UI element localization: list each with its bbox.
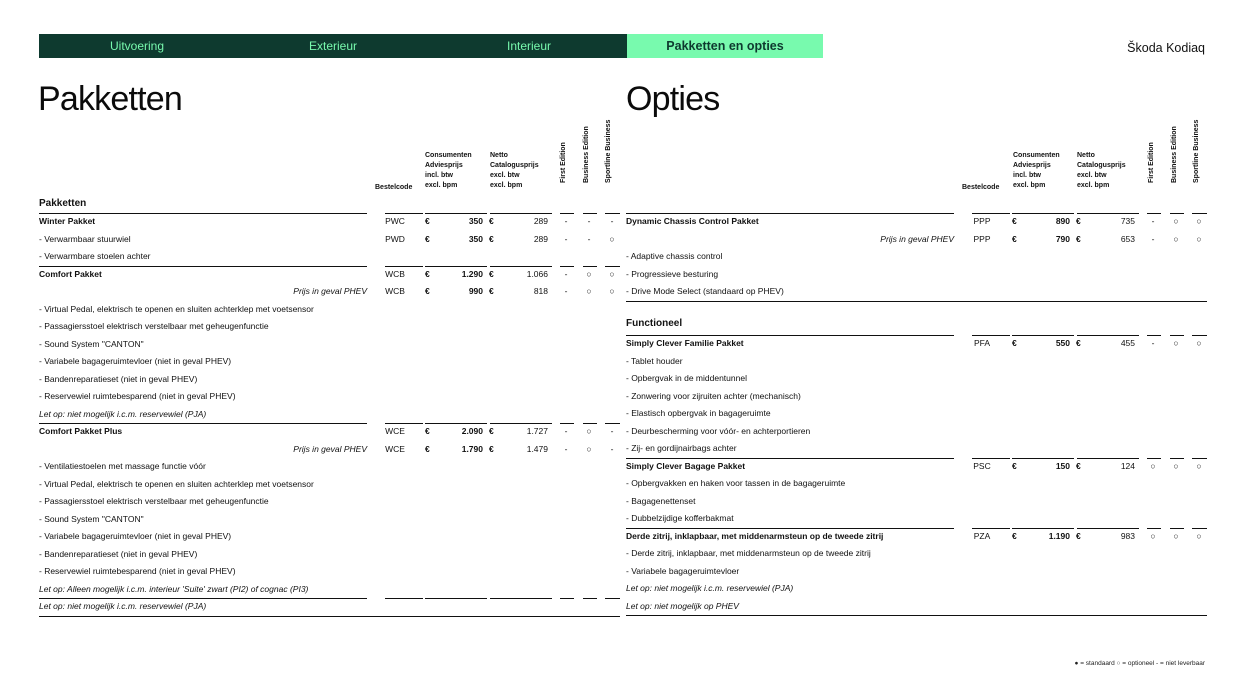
feature-row xyxy=(39,581,620,599)
feature-row xyxy=(626,563,1207,581)
feature-row xyxy=(626,248,1207,266)
tab-exterieur[interactable]: Exterieur xyxy=(308,39,358,53)
net-price: 735 xyxy=(1120,216,1135,226)
header-sportline-business-opties: Sportline Business xyxy=(1193,119,1200,183)
consumer-price: 1.190 xyxy=(1048,530,1070,541)
currency-symbol: € xyxy=(1012,216,1017,226)
order-code: PWC xyxy=(385,216,405,226)
feature-row xyxy=(39,336,620,354)
row-label: - Adaptive chassis control xyxy=(626,251,723,261)
currency-symbol: € xyxy=(1076,216,1081,226)
row-label: - Reservewiel ruimtebesparend (niet in geval PHEV) xyxy=(39,566,236,576)
availability-mark: ○ xyxy=(1196,530,1202,541)
page-title-opties: Opties xyxy=(626,80,720,118)
tab-pakketten-en-opties[interactable]: Pakketten en opties xyxy=(627,34,823,58)
row-label: - Sound System "CANTON" xyxy=(39,513,144,524)
table-end-rule xyxy=(626,301,1207,302)
row-label: Derde zitrij, inklapbaar, met middenarmsteun op de tweede zitrij xyxy=(626,530,884,541)
row-label: Comfort Pakket Plus xyxy=(39,426,123,436)
feature-row xyxy=(39,353,620,371)
feature-row xyxy=(39,458,620,476)
order-code: PZA xyxy=(973,530,991,541)
availability-mark: - xyxy=(564,443,568,454)
feature-row xyxy=(626,580,1207,598)
consumer-price: 890 xyxy=(1055,216,1070,226)
row-label: - Virtual Pedal, elektrisch te openen en sluiten achterklep met voetsensor xyxy=(39,303,314,314)
availability-mark: ○ xyxy=(586,268,592,279)
feature-row xyxy=(626,405,1207,423)
availability-mark: - xyxy=(564,216,568,226)
row-label: - Deurbescherming voor vóór- en achterportieren xyxy=(626,425,811,436)
availability-mark: ○ xyxy=(1173,460,1179,471)
row-label: Winter Pakket xyxy=(39,216,96,226)
currency-symbol: € xyxy=(1076,233,1081,244)
currency-symbol: € xyxy=(489,233,494,244)
feature-row xyxy=(626,510,1207,528)
currency-symbol: € xyxy=(1012,338,1017,348)
feature-row xyxy=(39,493,620,511)
phev-price-note: Prijs in geval PHEV xyxy=(293,443,367,454)
currency-symbol: € xyxy=(1012,460,1017,471)
row-label: - Elastisch opbergvak in bagageruimte xyxy=(626,408,771,418)
feature-row xyxy=(626,493,1207,511)
row-label: - Variabele bagageruimtevloer (niet in geval PHEV) xyxy=(39,356,232,366)
price-row xyxy=(626,213,1207,231)
row-label: - Ventilatiestoelen met massage functie vóór xyxy=(39,461,206,471)
availability-mark: - xyxy=(1151,233,1155,244)
header-consumentenprijs-opties: Consumenten Adviesprijs incl. btw excl. bpm xyxy=(1013,152,1060,189)
consumer-price: 1.290 xyxy=(461,268,483,279)
currency-symbol: € xyxy=(1012,530,1017,541)
row-label: Let op: niet mogelijk i.c.m. reservewiel (PJA) xyxy=(39,408,207,419)
row-label: Let op: Alleen mogelijk i.c.m. interieur 'Suite' zwart (PI2) of cognac (PI3) xyxy=(39,583,309,594)
row-divider xyxy=(425,598,487,599)
feature-row xyxy=(626,475,1207,493)
availability-mark: - xyxy=(610,426,614,436)
header-business-edition: Business Edition xyxy=(583,126,590,183)
row-label: - Bandenreparatieset (niet in geval PHEV) xyxy=(39,373,198,384)
availability-mark: ○ xyxy=(586,443,592,454)
row-label: Comfort Pakket xyxy=(39,268,102,279)
consumer-price: 1.790 xyxy=(461,443,483,454)
availability-mark: ○ xyxy=(1150,460,1156,471)
availability-mark: ○ xyxy=(586,286,592,296)
feature-row xyxy=(626,353,1207,371)
price-row xyxy=(39,231,620,249)
row-label: - Tablet houder xyxy=(626,355,683,366)
availability-mark: - xyxy=(564,286,568,296)
feature-row xyxy=(39,371,620,389)
availability-mark: ○ xyxy=(1173,216,1179,226)
price-row xyxy=(39,283,620,301)
price-row xyxy=(626,458,1207,476)
order-code: WCE xyxy=(385,426,405,436)
order-code: PSC xyxy=(973,460,991,471)
net-price: 983 xyxy=(1120,530,1135,541)
availability-mark: ○ xyxy=(1173,530,1179,541)
price-row xyxy=(39,423,620,441)
row-divider xyxy=(560,598,574,599)
row-label: - Zij- en gordijnairbags achter xyxy=(626,443,737,453)
price-row xyxy=(39,266,620,284)
net-price: 455 xyxy=(1120,338,1135,348)
order-code: PPP xyxy=(973,216,991,226)
availability-mark: ○ xyxy=(1150,530,1156,541)
currency-symbol: € xyxy=(425,286,430,296)
currency-symbol: € xyxy=(425,443,430,454)
order-code: PWD xyxy=(385,233,405,244)
brand-name: Škoda Kodiaq xyxy=(1127,41,1205,55)
currency-symbol: € xyxy=(1012,233,1017,244)
row-label: - Passagiersstoel elektrisch verstelbaar met geheugenfunctie xyxy=(39,321,269,331)
consumer-price: 150 xyxy=(1055,460,1070,471)
row-label: - Opbergvak in de middentunnel xyxy=(626,373,747,383)
net-price: 818 xyxy=(533,286,548,296)
availability-mark: - xyxy=(610,216,614,226)
row-label: - Opbergvakken en haken voor tassen in de bagageruimte xyxy=(626,478,846,488)
net-price: 289 xyxy=(533,233,548,244)
currency-symbol: € xyxy=(425,268,430,279)
price-row xyxy=(39,441,620,459)
feature-row xyxy=(626,545,1207,563)
row-label: Let op: niet mogelijk i.c.m. reservewiel (PJA) xyxy=(39,601,207,611)
row-label: Let op: niet mogelijk op PHEV xyxy=(626,600,739,611)
feature-row xyxy=(39,528,620,546)
availability-mark: - xyxy=(564,233,568,244)
row-label: Dynamic Chassis Control Pakket xyxy=(626,216,759,226)
consumer-price: 990 xyxy=(468,286,483,296)
net-price: 289 xyxy=(533,216,548,226)
currency-symbol: € xyxy=(489,268,494,279)
row-label: - Reservewiel ruimtebesparend (niet in geval PHEV) xyxy=(39,391,236,401)
header-first-edition: First Edition xyxy=(560,142,567,183)
feature-row xyxy=(39,301,620,319)
table-end-rule xyxy=(626,615,1207,616)
availability-mark: ○ xyxy=(586,426,592,436)
order-code: PFA xyxy=(973,338,991,348)
availability-mark: - xyxy=(1151,338,1155,348)
price-row xyxy=(39,213,620,231)
net-price: 1.066 xyxy=(526,268,548,279)
table-end-rule xyxy=(39,616,620,617)
feature-row xyxy=(39,546,620,564)
net-price: 1.479 xyxy=(526,443,548,454)
row-divider xyxy=(605,598,620,599)
row-label: - Bandenreparatieset (niet in geval PHEV) xyxy=(39,548,198,559)
availability-mark: - xyxy=(564,426,568,436)
order-code: WCE xyxy=(385,443,405,454)
tab-uitvoering[interactable]: Uitvoering xyxy=(109,39,165,53)
availability-mark: ○ xyxy=(1196,460,1202,471)
consumer-price: 790 xyxy=(1055,233,1070,244)
row-label: Simply Clever Bagage Pakket xyxy=(626,460,746,471)
availability-mark: ○ xyxy=(1173,233,1179,244)
currency-symbol: € xyxy=(425,216,430,226)
currency-symbol: € xyxy=(1076,460,1081,471)
opties-table-functioneel xyxy=(626,335,1207,616)
feature-row xyxy=(39,563,620,581)
availability-mark: ○ xyxy=(609,268,615,279)
feature-row xyxy=(39,598,620,616)
availability-mark: - xyxy=(610,443,614,454)
row-label: - Dubbelzijdige kofferbakmat xyxy=(626,513,734,523)
section-functioneel: Functioneel xyxy=(626,318,683,329)
availability-mark: - xyxy=(564,268,568,279)
availability-mark: ○ xyxy=(609,286,615,296)
row-label: - Zonwering voor zijruiten achter (mechanisch) xyxy=(626,390,801,401)
currency-symbol: € xyxy=(425,233,430,244)
header-first-edition-opties: First Edition xyxy=(1148,142,1155,183)
feature-row xyxy=(626,388,1207,406)
availability-mark: ○ xyxy=(1173,338,1179,348)
tab-interieur[interactable]: Interieur xyxy=(506,39,552,53)
feature-row xyxy=(39,318,620,336)
availability-mark: - xyxy=(1151,216,1155,226)
feature-row xyxy=(39,406,620,424)
consumer-price: 550 xyxy=(1055,338,1070,348)
header-business-edition-opties: Business Edition xyxy=(1171,126,1178,183)
price-row xyxy=(626,335,1207,353)
currency-symbol: € xyxy=(489,216,494,226)
row-divider xyxy=(385,598,423,599)
header-consumentenprijs: Consumenten Adviesprijs incl. btw excl. bpm xyxy=(425,152,472,189)
row-label: - Variabele bagageruimtevloer xyxy=(626,565,740,576)
row-label: - Variabele bagageruimtevloer (niet in geval PHEV) xyxy=(39,531,232,541)
availability-mark: ○ xyxy=(1196,216,1202,226)
availability-mark: - xyxy=(587,216,591,226)
net-price: 653 xyxy=(1120,233,1135,244)
consumer-price: 2.090 xyxy=(461,426,483,436)
consumer-price: 350 xyxy=(468,233,483,244)
phev-price-note: Prijs in geval PHEV xyxy=(880,233,954,244)
availability-mark: ○ xyxy=(1196,233,1202,244)
net-price: 1.727 xyxy=(526,426,548,436)
feature-row xyxy=(39,476,620,494)
order-code: WCB xyxy=(385,268,405,279)
currency-symbol: € xyxy=(489,426,494,436)
availability-mark: - xyxy=(587,233,591,244)
currency-symbol: € xyxy=(1076,338,1081,348)
header-nettoprijs-opties: Netto Catalogusprijs excl. btw excl. bpm xyxy=(1077,152,1126,189)
row-divider xyxy=(490,598,552,599)
feature-row xyxy=(39,248,620,266)
feature-row xyxy=(626,423,1207,441)
opties-table-dcc xyxy=(626,213,1207,302)
currency-symbol: € xyxy=(489,443,494,454)
feature-row xyxy=(39,511,620,529)
currency-symbol: € xyxy=(1076,530,1081,541)
feature-row xyxy=(626,283,1207,301)
net-price: 124 xyxy=(1120,460,1135,471)
row-label: Let op: niet mogelijk i.c.m. reservewiel (PJA) xyxy=(626,583,794,593)
row-label: Simply Clever Familie Pakket xyxy=(626,338,744,348)
row-label: - Drive Mode Select (standaard op PHEV) xyxy=(626,286,784,296)
legend: ● = standaard ○ = optioneel - = niet leverbaar xyxy=(1074,660,1205,667)
row-label: - Virtual Pedal, elektrisch te openen en sluiten achterklep met voetsensor xyxy=(39,478,314,489)
availability-mark: ○ xyxy=(609,233,615,244)
feature-row xyxy=(626,266,1207,284)
row-label: - Derde zitrij, inklapbaar, met middenarmsteun op de tweede zitrij xyxy=(626,548,871,558)
row-divider xyxy=(583,598,597,599)
row-label: - Sound System "CANTON" xyxy=(39,338,144,349)
page-title-pakketten: Pakketten xyxy=(38,80,183,118)
tab-bar xyxy=(39,34,823,58)
header-sportline-business: Sportline Business xyxy=(605,119,612,183)
row-label: - Verwarmbare stoelen achter xyxy=(39,251,151,261)
row-label: - Progressieve besturing xyxy=(626,268,719,279)
header-nettoprijs: Netto Catalogusprijs excl. btw excl. bpm xyxy=(490,152,539,189)
header-bestelcode-opties: Bestelcode xyxy=(962,184,1000,191)
price-row xyxy=(626,231,1207,249)
feature-row xyxy=(626,598,1207,616)
feature-row xyxy=(626,370,1207,388)
section-pakketten: Pakketten xyxy=(39,198,87,209)
row-label: - Bagagenettenset xyxy=(626,495,696,506)
availability-mark: ○ xyxy=(1196,338,1202,348)
row-label: - Verwarmbaar stuurwiel xyxy=(39,233,131,244)
currency-symbol: € xyxy=(489,286,494,296)
feature-row xyxy=(39,388,620,406)
feature-row xyxy=(626,440,1207,458)
phev-price-note: Prijs in geval PHEV xyxy=(293,286,367,296)
consumer-price: 350 xyxy=(468,216,483,226)
price-row xyxy=(626,528,1207,546)
pakketten-table xyxy=(39,213,620,617)
header-bestelcode: Bestelcode xyxy=(375,184,413,191)
order-code: WCB xyxy=(385,286,405,296)
order-code: PPP xyxy=(973,233,991,244)
currency-symbol: € xyxy=(425,426,430,436)
row-label: - Passagiersstoel elektrisch verstelbaar met geheugenfunctie xyxy=(39,496,269,506)
